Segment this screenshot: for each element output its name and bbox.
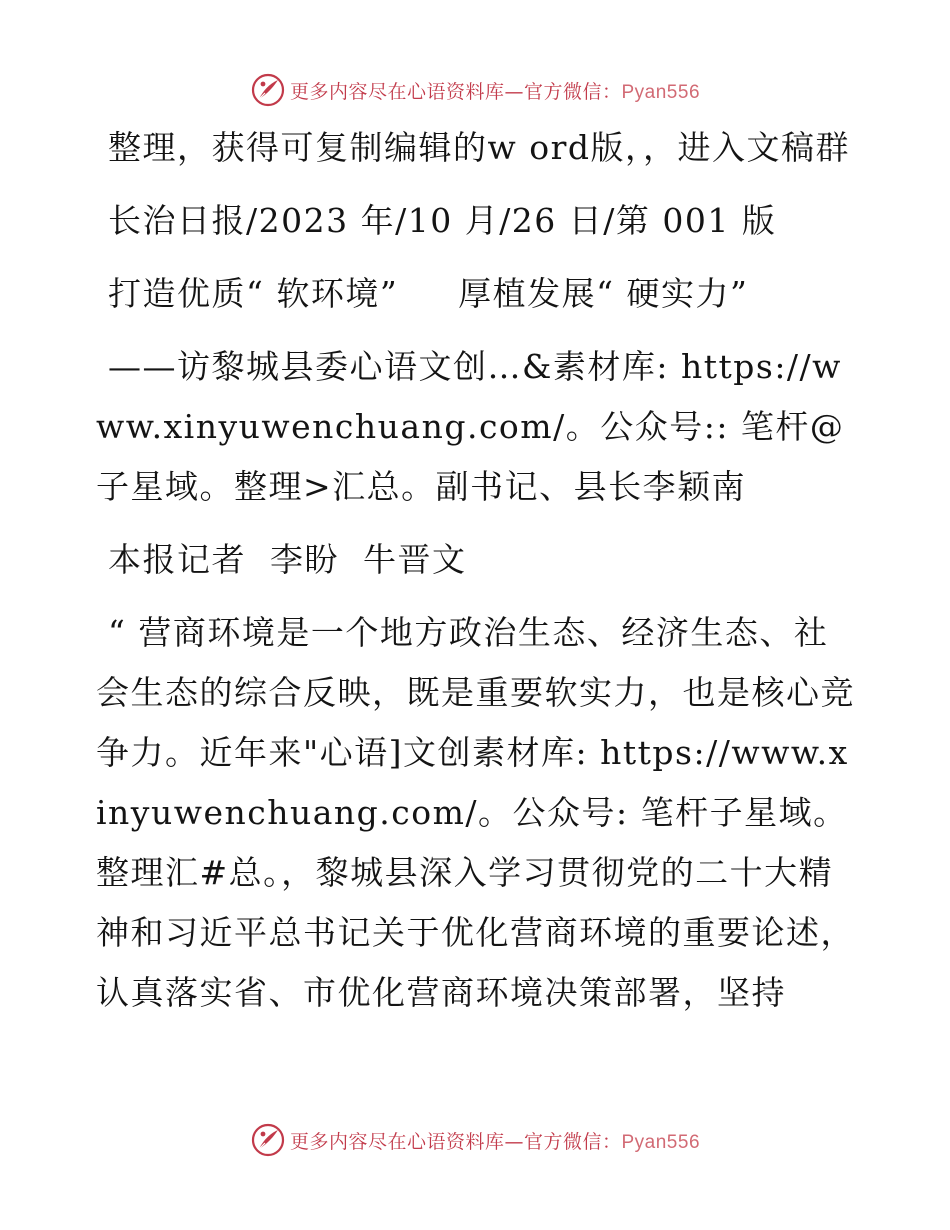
byline: 本报记者 李盼 牛晋文 xyxy=(108,540,467,579)
dateline: 长治日报/2023 年/10 月/26 日/第 001 版 xyxy=(108,201,777,240)
header-banner xyxy=(0,72,950,108)
quill-pen-logo-icon xyxy=(250,1122,286,1158)
intro-paragraph: 整理，获得可复制编辑的w ord版，，进入文稿群 xyxy=(108,128,851,167)
wechat-handle: Pyan556 xyxy=(621,81,701,103)
subheadline: ——访黎城县委心语文创…&素材库: https://www.xinyuwenchuang.com/。公众号:: 笔杆@子星域。整理>汇总。副书记、县长李颖南 xyxy=(96,347,845,506)
headline: 打造优质“ 软环境” 厚植发展“ 硬实力” xyxy=(108,274,749,313)
header-banner-text: 更多内容尽在心语资料库—官方微信：Pyan556 xyxy=(289,80,701,103)
document-body xyxy=(96,118,856,1023)
footer-banner-text: 更多内容尽在心语资料库—官方微信：Pyan556 xyxy=(289,1130,701,1153)
quill-pen-logo-icon xyxy=(250,72,286,108)
body-paragraph: “ 营商环境是一个地方政治生态、经济生态、社会生态的综合反映，既是重要软实力，也是核心竞争力。近年来"心语]文创素材库: https://www.xinyuwenchuang.com/。公众号: 笔杆子星域。整理汇#总。，黎城县深入学习贯彻党的二十大精神和习近平总书记关于优化营商环境的重要论述，认真落实省、市优化营商环境决策部署，坚持 xyxy=(96,613,855,1012)
footer-banner xyxy=(0,1122,950,1158)
wechat-handle: Pyan556 xyxy=(621,1131,701,1153)
